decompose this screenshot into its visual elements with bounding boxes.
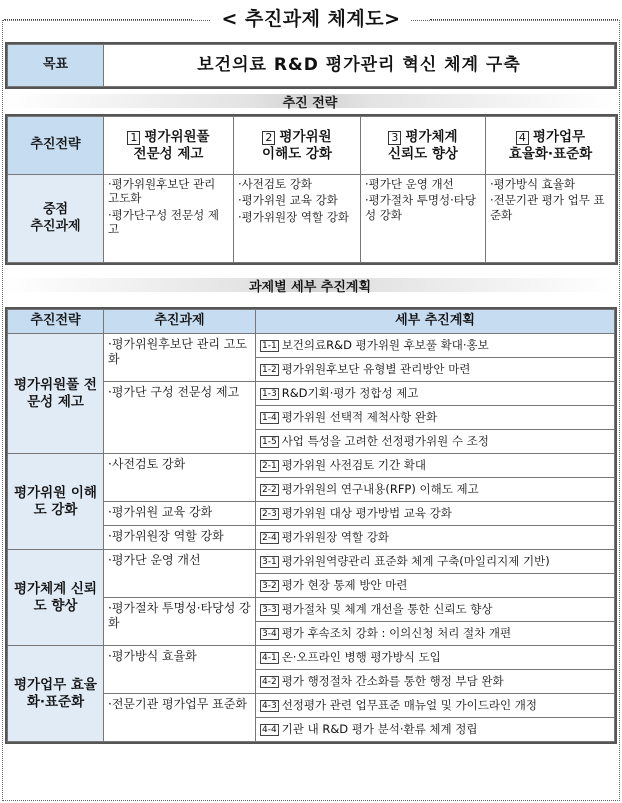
table-row (8, 646, 615, 670)
detail-plan (256, 502, 615, 526)
table-row (8, 550, 615, 574)
task-item: ·평가단 운영 개선 (365, 177, 454, 191)
detail-task: ·평가위원장 역할 강화 (104, 526, 256, 550)
task-item: ·평가단구성 전문성 제고 (108, 207, 219, 237)
plan-text: R&D기획·평가 정합성 제고 (281, 386, 419, 401)
strategy-subtitle: 신뢰도 향상 (388, 145, 458, 162)
task-item: ·평가위원장 역할 강화 (238, 209, 349, 224)
detail-plan (256, 526, 615, 550)
plan-number: 3-4 (262, 629, 277, 640)
strategy-tasks-3 (361, 175, 486, 263)
detail-plan (256, 646, 615, 670)
strategy-title: 평가위원 (279, 128, 332, 145)
detail-task: ·평가위원후보단 관리 고도화 (104, 334, 256, 382)
task-item: ·평가위원 교육 강화 (238, 193, 338, 208)
detail-plan (256, 718, 615, 742)
detail-plan (256, 622, 615, 646)
plan-text: 평가위원의 연구내용(RFP) 이해도 제고 (281, 482, 479, 497)
detail-header-task: 추진과제 (104, 310, 256, 334)
strategy-title-line1 (234, 129, 360, 146)
detail-task: ·평가단 구성 전문성 제고 (104, 382, 256, 454)
strategy-number-box: 3 (388, 131, 401, 145)
strategy-cell-3 (361, 117, 486, 175)
plan-number: 1-3 (262, 389, 277, 400)
detail-task: ·사전검토 강화 (104, 454, 256, 502)
detail-plan (256, 406, 615, 430)
detail-plan (256, 430, 615, 454)
plan-number: 1-5 (262, 437, 277, 448)
plan-text: 평가 후속조치 강화 : 이의신청 처리 절차 개편 (281, 626, 512, 641)
tasks-header-line2: 추진과제 (30, 218, 81, 234)
strategy-cell-2 (234, 117, 361, 175)
plan-text: 선정평가 관련 업무표준 매뉴얼 및 가이드라인 개정 (281, 698, 537, 713)
detail-banner-text: 과제별 세부 추진계획 (248, 279, 372, 295)
table-row (8, 334, 615, 358)
plan-text: 보건의료R&D 평가위원 후보풀 확대·홍보 (281, 338, 489, 353)
detail-task: ·평가단 운영 개선 (104, 550, 256, 598)
plan-number: 3-3 (262, 605, 277, 616)
strategies-header: 추진전략 (8, 117, 104, 175)
plan-number: 4-3 (262, 701, 277, 712)
strategy-tasks-2 (234, 175, 361, 263)
plan-number: 4-1 (262, 653, 277, 664)
plan-number: 1-4 (262, 413, 277, 424)
title-rule-left (4, 19, 192, 20)
strategy-subtitle: 효율화·표준화 (508, 145, 593, 162)
strategy-cell-4 (486, 117, 616, 175)
plan-number: 3-1 (262, 557, 277, 568)
strategy-subtitle: 이해도 강화 (262, 145, 332, 162)
strategy-title-line1 (104, 129, 233, 146)
plan-text: 평가 행정절차 간소화를 통한 행정 부담 완화 (281, 674, 504, 689)
strategy-number-box: 4 (516, 131, 529, 145)
detail-task: ·평가방식 효율화 (104, 646, 256, 694)
strategy-subtitle: 전문성 제고 (133, 145, 204, 162)
strategy-cell-1 (104, 117, 234, 175)
title-area (0, 2, 622, 32)
detail-plan (256, 694, 615, 718)
strategy-title-line1 (361, 129, 485, 146)
strategy-number-box: 1 (127, 131, 140, 145)
strategy-title-line1 (486, 129, 615, 146)
strategy-overview-table (7, 116, 616, 263)
page-title: < 추진과제 체계도> (211, 4, 410, 31)
strategy-title: 평가업무 (532, 128, 586, 145)
detail-plan (256, 358, 615, 382)
detail-header-strategy: 추진전략 (8, 310, 104, 334)
task-item: ·평가방식 효율화 (490, 177, 576, 191)
task-item: ·전문기관 평가 업무 표준화 (490, 193, 605, 222)
plan-text: 평가위원장 역할 강화 (281, 530, 389, 545)
detail-strategy: 평가업무 효율화·표준화 (8, 646, 104, 742)
goal-label: 목표 (8, 45, 104, 87)
detail-strategy: 평가위원풀 전문성 제고 (8, 334, 104, 454)
plan-text: 평가절차 및 체계 개선을 통한 신뢰도 향상 (281, 602, 493, 617)
task-item: ·평가절차 투명성·타당성 강화 (365, 193, 476, 222)
plan-text: 평가 현장 통제 방안 마련 (281, 578, 408, 593)
goal-text: 보건의료 R&D 평가관리 혁신 체계 구축 (104, 45, 615, 87)
detail-header-plan: 세부 추진계획 (256, 310, 615, 334)
strategy-title: 평가위원풀 (144, 128, 210, 145)
strategy-title: 평가체계 (405, 128, 458, 145)
plan-text: 평가위원 사전검토 기간 확대 (281, 458, 426, 473)
detail-strategy: 평가위원 이해도 강화 (8, 454, 104, 550)
detail-plan (256, 550, 615, 574)
plan-text: 평가위원 선택적 제척사항 완화 (281, 410, 438, 425)
title-rule-right (430, 19, 618, 20)
detail-plan-table (7, 309, 615, 742)
detail-plan (256, 382, 615, 406)
plan-text: 기관 내 R&D 평가 분석·환류 체계 정립 (281, 722, 478, 737)
strategy-banner (6, 88, 614, 114)
plan-number: 2-1 (262, 461, 277, 472)
detail-plan (256, 574, 615, 598)
detail-banner (6, 272, 614, 298)
detail-plan (256, 598, 615, 622)
detail-plan (256, 478, 615, 502)
strategy-tasks-4 (486, 175, 616, 263)
plan-text: 평가위원 대상 평가방법 교육 강화 (281, 506, 452, 521)
plan-text: 사업 특성을 고려한 선정평가위원 수 조정 (281, 434, 489, 449)
strategy-number-box: 2 (262, 131, 275, 145)
plan-text: 온·오프라인 병행 평가방식 도입 (281, 650, 441, 665)
strategy-tasks-1 (104, 175, 234, 263)
detail-task: ·전문기관 평가업무 표준화 (104, 694, 256, 742)
goal-table (7, 44, 615, 87)
plan-number: 3-2 (262, 581, 277, 592)
tasks-header-line1: 중점 (42, 202, 69, 218)
plan-number: 1-1 (262, 341, 277, 352)
plan-number: 2-4 (262, 533, 277, 544)
tasks-header (8, 175, 104, 263)
detail-plan (256, 334, 615, 358)
plan-text: 평가위원후보단 유형별 관리방안 마련 (281, 362, 471, 377)
plan-number: 1-2 (262, 365, 277, 376)
detail-plan (256, 454, 615, 478)
plan-text: 평가위원역량관리 표준화 체계 구축(마일리지제 기반) (281, 554, 550, 569)
plan-number: 2-2 (262, 485, 277, 496)
detail-plan (256, 670, 615, 694)
detail-task: ·평가절차 투명성·타당성 강화 (104, 598, 256, 646)
table-row (8, 454, 615, 478)
detail-task: ·평가위원 교육 강화 (104, 502, 256, 526)
plan-number: 4-4 (262, 725, 277, 736)
strategy-banner-text: 추진 전략 (282, 95, 338, 111)
detail-strategy: 평가체계 신뢰도 향상 (8, 550, 104, 646)
task-item: ·평가위원후보단 관리 고도화 (108, 177, 216, 206)
plan-number: 2-3 (262, 509, 277, 520)
task-item: ·사전검토 강화 (238, 177, 312, 191)
plan-number: 4-2 (262, 677, 277, 688)
